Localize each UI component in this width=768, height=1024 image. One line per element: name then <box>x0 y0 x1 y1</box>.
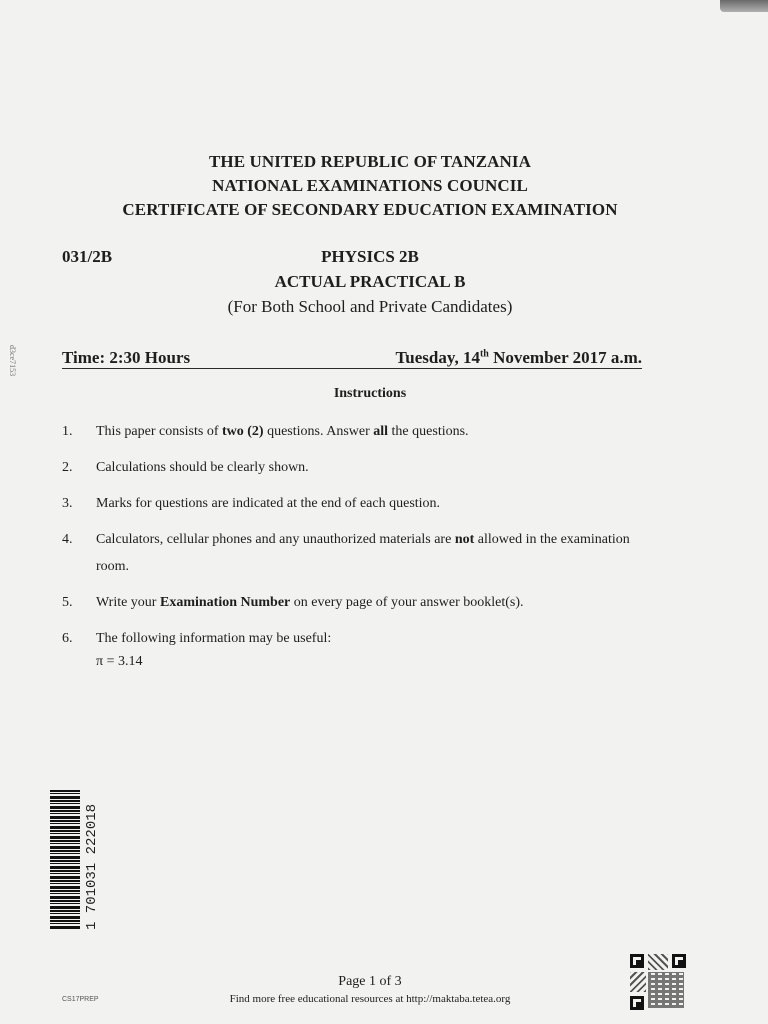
document-header <box>0 150 740 222</box>
footer-code: CS17PREP <box>62 996 99 1003</box>
instructions-list <box>62 418 692 670</box>
page-number: Page 1 of 3 <box>338 974 402 989</box>
header-exam-title: CERTIFICATE OF SECONDARY EDUCATION EXAMINATION <box>122 200 618 219</box>
exam-duration: Time: 2:30 Hours <box>62 348 191 367</box>
barcode-bars <box>50 790 80 930</box>
qr-code-icon <box>630 954 686 1010</box>
barcode <box>50 790 100 940</box>
candidates-note: (For Both School and Private Candidates) <box>227 297 513 316</box>
practical-title: ACTUAL PRACTICAL B <box>274 272 466 291</box>
time-date-row <box>62 344 642 369</box>
footer-resource-link[interactable]: Find more free educational resources at http://maktaba.tetea.org <box>229 993 511 1005</box>
header-country: THE UNITED REPUBLIC OF TANZANIA <box>208 152 532 171</box>
header-council: NATIONAL EXAMINATIONS COUNCIL <box>212 176 528 195</box>
side-serial-code: d3ce7153 <box>8 345 17 377</box>
subject-title: PHYSICS 2B <box>321 247 419 266</box>
exam-date: Tuesday, 14th November 2017 a.m. <box>395 348 642 367</box>
instruction-item-6: 6. The following information may be useful: <box>62 631 332 646</box>
instruction-item-5: 5. Write your Examination Number on every page of your answer booklet(s). <box>62 595 524 610</box>
instruction-item-2: 2. Calculations should be clearly shown. <box>62 460 309 475</box>
instruction-item-1: 1. This paper consists of two (2) questions. Answer all the questions. <box>62 424 469 439</box>
pi-formula: π = 3.14 <box>96 654 143 669</box>
scan-corner-mark <box>720 0 768 12</box>
barcode-number: 1 701031 222018 <box>84 803 100 930</box>
paper-code: 031/2B <box>62 247 113 266</box>
instruction-item-4: 4. Calculators, cellular phones and any unauthorized materials are not allowed in the examination room. <box>62 532 630 574</box>
instructions-heading: Instructions <box>333 386 407 401</box>
instruction-item-3: 3. Marks for questions are indicated at the end of each question. <box>62 496 441 511</box>
